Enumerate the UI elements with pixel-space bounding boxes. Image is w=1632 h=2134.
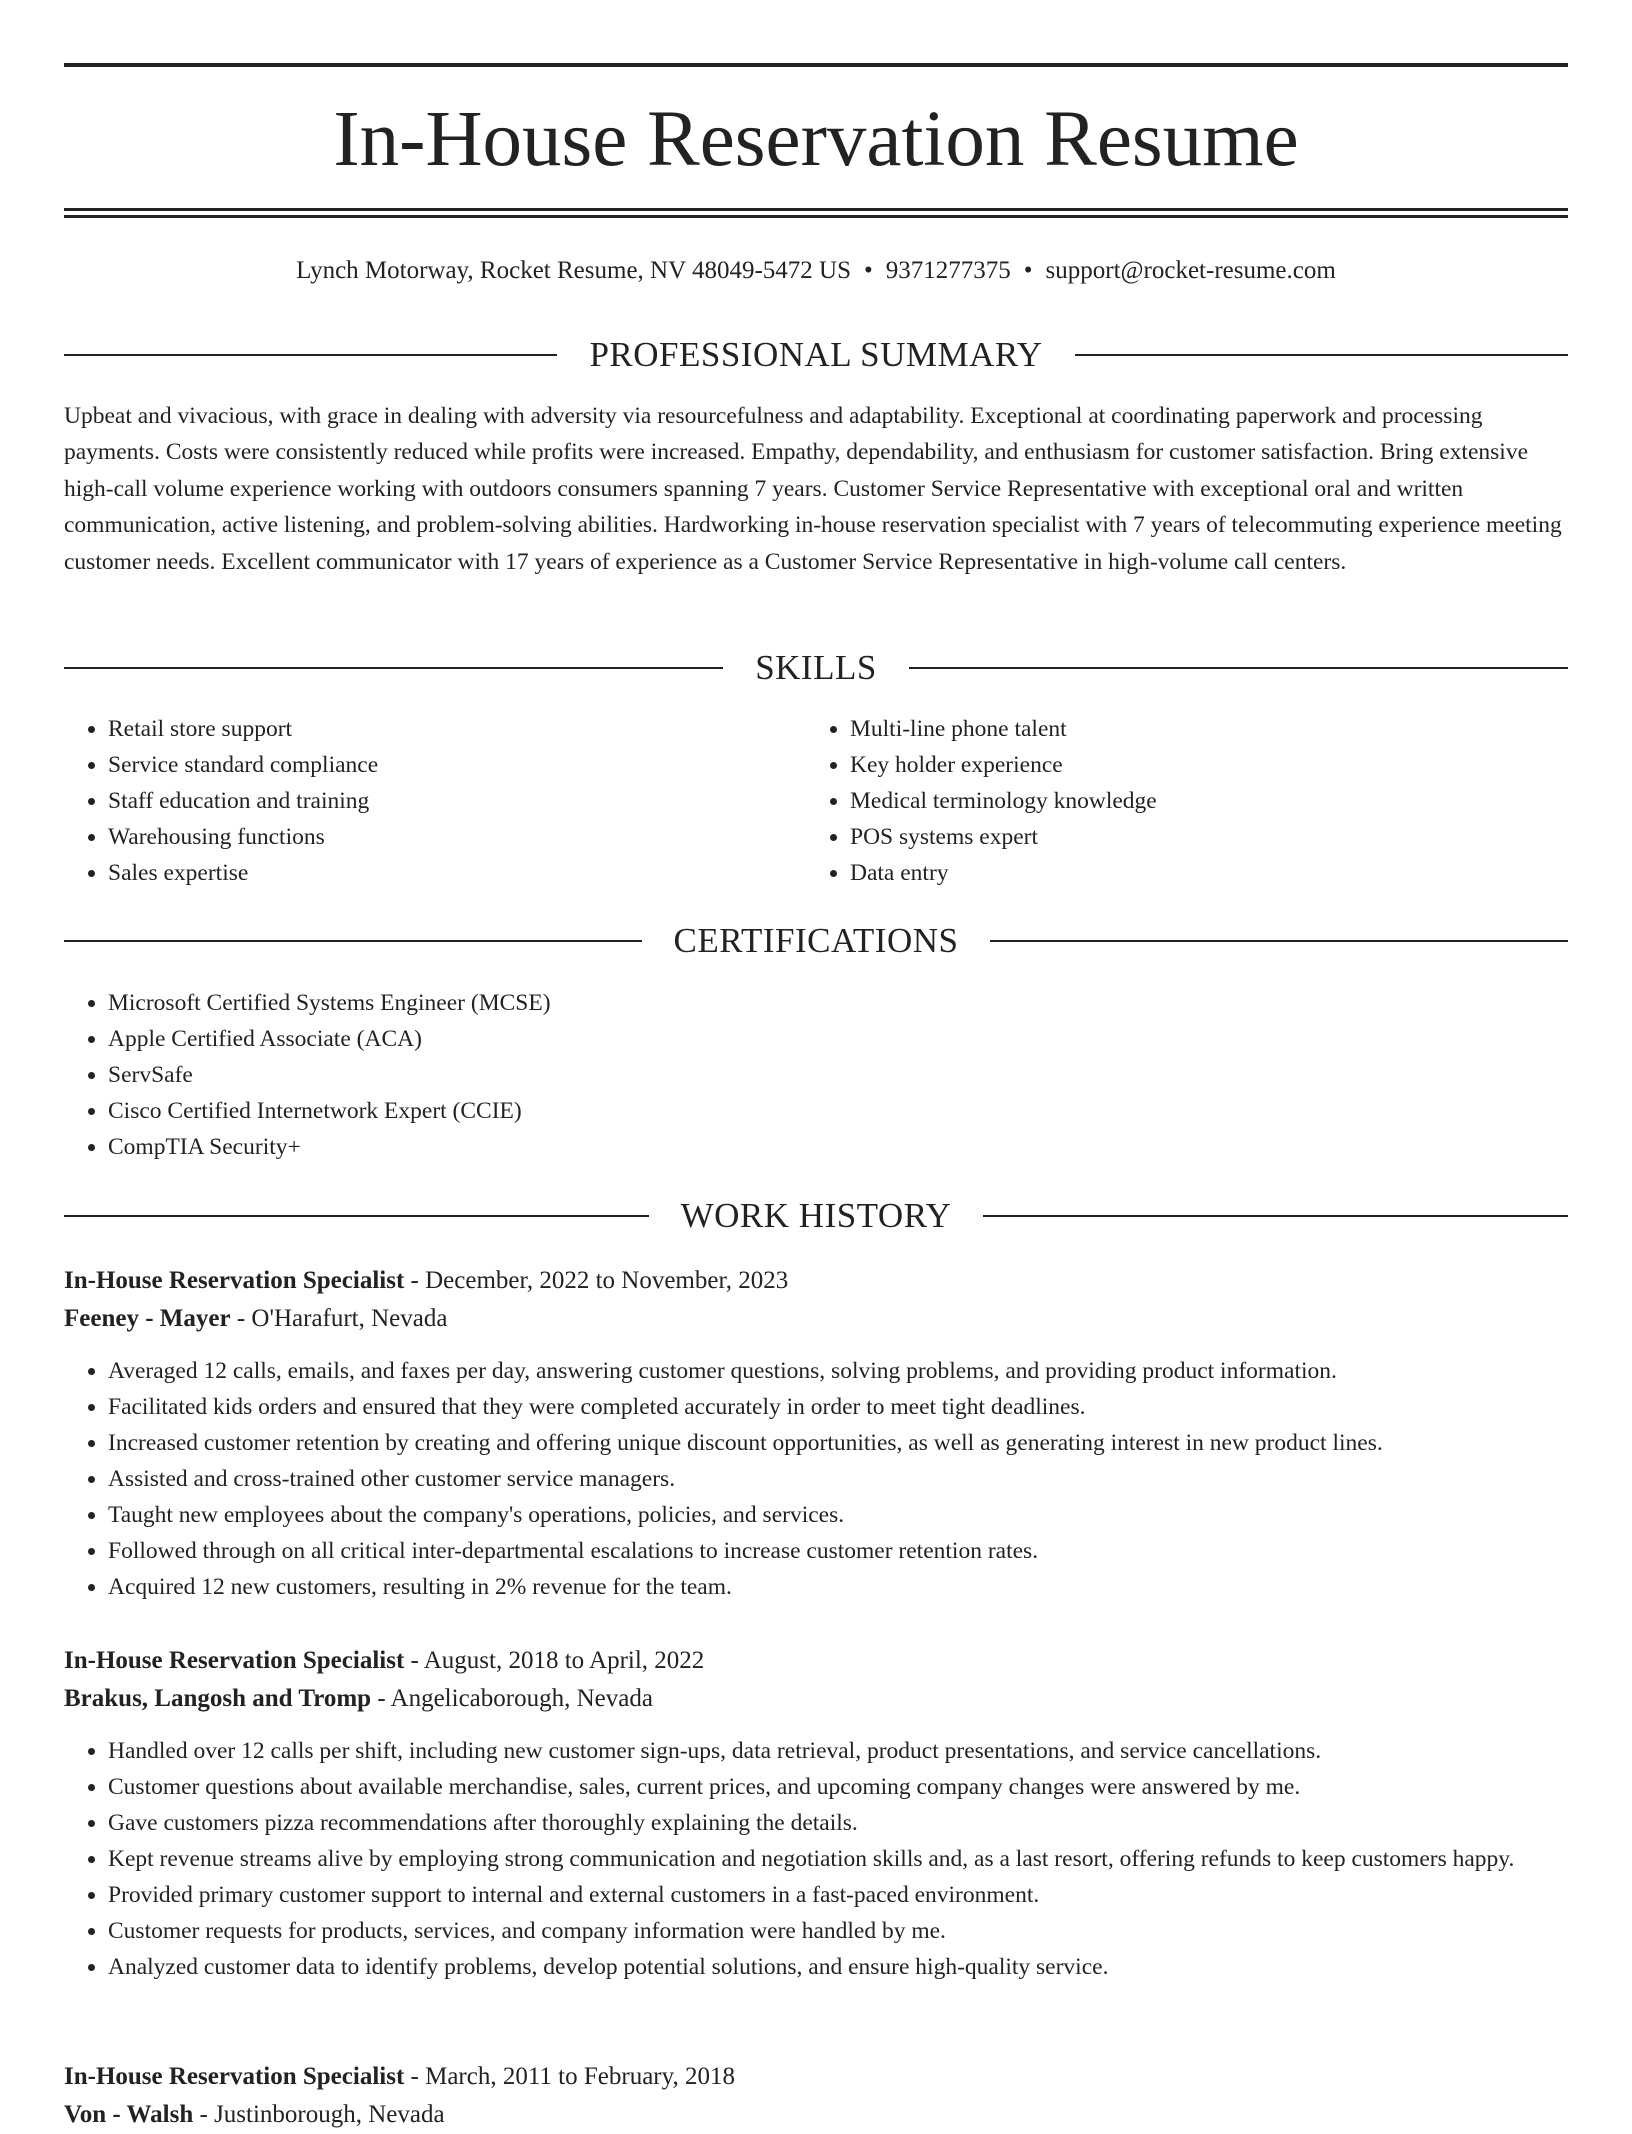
section-rule [64, 667, 723, 669]
job-location: - Angelicaborough, Nevada [371, 1685, 653, 1712]
job-bullet: • Followed through on all critical inter-departmental escalations to increase customer retention rates. [108, 1533, 1568, 1569]
job-employer [64, 1680, 1568, 1718]
section-rule [1075, 354, 1568, 356]
contact-email: support@rocket-resume.com [1045, 257, 1336, 284]
section-rule [990, 940, 1568, 942]
section-rule [64, 1215, 649, 1217]
job-bullet: • Analyzed customer data to identify problems, develop potential solutions, and ensure high-quality service. [108, 1949, 1568, 1985]
certification-item: • CompTIA Security+ [108, 1129, 1612, 1165]
section-header-certifications [64, 919, 1568, 963]
certifications-list [64, 985, 1612, 1165]
job-heading [64, 1262, 1568, 1300]
skills-list-left [64, 711, 808, 891]
section-title-work-history: WORK HISTORY [680, 1196, 952, 1235]
section-rule [909, 667, 1568, 669]
section-title-skills: SKILLS [755, 648, 877, 687]
job-heading [64, 1642, 1568, 1680]
title-rule-upper [64, 208, 1568, 211]
skill-item: • Medical terminology knowledge [850, 783, 1550, 819]
job-bullet: • Customer questions about available merchandise, sales, current prices, and upcoming company changes were answered by me. [108, 1769, 1568, 1805]
job-location: - O'Harafurt, Nevada [230, 1305, 448, 1332]
skills-list-right [806, 711, 1550, 891]
job-bullet: • Taught new employees about the company's operations, policies, and services. [108, 1497, 1568, 1533]
job-company: Von - Walsh [64, 2101, 194, 2128]
skill-item: • Staff education and training [108, 783, 808, 819]
job-dates: - August, 2018 to April, 2022 [404, 1647, 705, 1674]
job-bullet: • Provided primary customer support to internal and external customers in a fast-paced environment. [108, 1877, 1568, 1913]
job-bullet: • Gave customers pizza recommendations after thoroughly explaining the details. [108, 1805, 1568, 1841]
job-company: Feeney - Mayer [64, 1305, 231, 1332]
job-entry [64, 1262, 1568, 1605]
contact-line [64, 252, 1568, 290]
resume-title: In-House Reservation Resume [333, 96, 1299, 183]
job-dates: - December, 2022 to November, 2023 [404, 1267, 789, 1294]
section-header-skills [64, 646, 1568, 690]
top-rule [64, 63, 1568, 67]
job-bullet: • Kept revenue streams alive by employing strong communication and negotiation skills and, as a last resort, offering refunds to keep customers happy. [108, 1841, 1568, 1877]
job-dates: - March, 2011 to February, 2018 [404, 2063, 735, 2090]
contact-address: Lynch Motorway, Rocket Resume, NV 48049-5472 US [296, 257, 851, 284]
job-bullet: • Increased customer retention by creating and offering unique discount opportunities, as well as generating interest in new product lines. [108, 1425, 1568, 1461]
skill-item: • Data entry [850, 855, 1550, 891]
section-rule [983, 1215, 1568, 1217]
job-bullet: • Handled over 12 calls per shift, including new customer sign-ups, data retrieval, product presentations, and service cancellations. [108, 1733, 1568, 1769]
job-employer [64, 1300, 1568, 1338]
job-heading [64, 2058, 1568, 2096]
skill-item: • Warehousing functions [108, 819, 808, 855]
job-bullets [64, 1733, 1568, 1985]
job-title: In-House Reservation Specialist [64, 1267, 405, 1294]
section-rule [64, 940, 642, 942]
contact-separator: • [1023, 257, 1033, 284]
certification-item: • ServSafe [108, 1057, 1612, 1093]
section-title-summary: PROFESSIONAL SUMMARY [589, 335, 1043, 374]
section-header-work-history [64, 1194, 1568, 1238]
job-employer [64, 2096, 1568, 2134]
skill-item: • Key holder experience [850, 747, 1550, 783]
job-bullet: • Assisted and cross-trained other customer service managers. [108, 1461, 1568, 1497]
professional-summary: Upbeat and vivacious, with grace in dealing with adversity via resourcefulness and adaptability. Exceptional at coordinating paperwork and processing payments. Costs were consistently reduced while profits were increased. Empathy, dependability, and enthusiasm for customer satisfaction. Bring extensive high-call volume experience working with outdoors consumers spanning 7 years. Customer Service Representative with exceptional oral and written communication, active listening, and problem-solving abilities. Hardworking in-house reservation specialist with 7 years of telecommuting experience meeting customer needs. Excellent communicator with 17 years of experience as a Customer Service Representative in high-volume call centers. [64, 403, 1562, 575]
job-bullet: • Averaged 12 calls, emails, and faxes per day, answering customer questions, solving problems, and providing product information. [108, 1353, 1568, 1389]
job-title: In-House Reservation Specialist [64, 2063, 405, 2090]
contact-phone: 9371277375 [885, 257, 1011, 284]
section-header-summary [64, 333, 1568, 377]
job-entry [64, 1642, 1568, 1985]
job-bullet: • Acquired 12 new customers, resulting in 2% revenue for the team. [108, 1569, 1568, 1605]
job-company: Brakus, Langosh and Tromp [64, 1685, 372, 1712]
certification-item: • Cisco Certified Internetwork Expert (CCIE) [108, 1093, 1612, 1129]
title-rule-lower [64, 215, 1568, 218]
job-location: - Justinborough, Nevada [193, 2101, 445, 2128]
job-bullet: • Facilitated kids orders and ensured that they were completed accurately in order to meet tight deadlines. [108, 1389, 1568, 1425]
skill-item: • Sales expertise [108, 855, 808, 891]
certification-item: • Apple Certified Associate (ACA) [108, 1021, 1612, 1057]
section-title-certifications: CERTIFICATIONS [673, 921, 959, 960]
section-rule [64, 354, 557, 356]
job-entry [64, 2058, 1568, 2134]
skill-item: • Retail store support [108, 711, 808, 747]
contact-separator: • [863, 257, 873, 284]
skill-item: • Multi-line phone talent [850, 711, 1550, 747]
skill-item: • Service standard compliance [108, 747, 808, 783]
job-bullets [64, 1353, 1568, 1605]
job-title: In-House Reservation Specialist [64, 1647, 405, 1674]
job-bullet: • Customer requests for products, services, and company information were handled by me. [108, 1913, 1568, 1949]
skill-item: • POS systems expert [850, 819, 1550, 855]
certification-item: • Microsoft Certified Systems Engineer (MCSE) [108, 985, 1612, 1021]
